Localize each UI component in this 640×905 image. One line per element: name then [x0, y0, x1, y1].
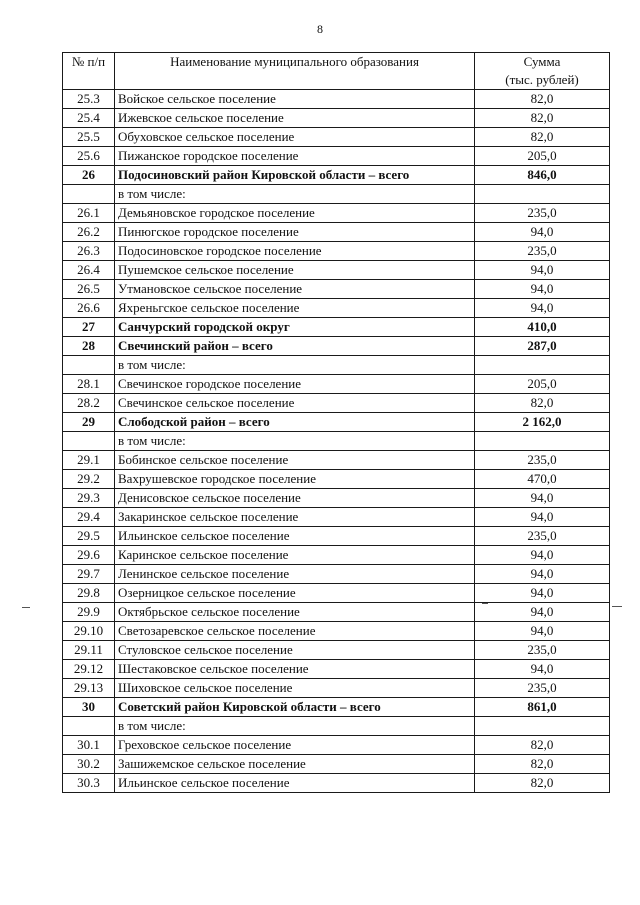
- row-number: 29.8: [63, 584, 115, 603]
- row-number: 25.6: [63, 147, 115, 166]
- row-number: 28.2: [63, 394, 115, 413]
- row-sum: 82,0: [475, 736, 610, 755]
- row-name: Санчурский городской округ: [115, 318, 475, 337]
- table-row: [63, 375, 610, 394]
- row-name: Шестаковское сельское поселение: [115, 660, 475, 679]
- row-name: Октябрьское сельское поселение: [115, 603, 475, 622]
- row-number: 29.13: [63, 679, 115, 698]
- row-number: 25.3: [63, 90, 115, 109]
- budget-table: [62, 52, 610, 793]
- row-number: [63, 356, 115, 375]
- row-number: 29: [63, 413, 115, 432]
- scan-mark-right: [612, 606, 622, 607]
- table-row: [63, 337, 610, 356]
- row-sum: 94,0: [475, 299, 610, 318]
- row-number: 26.5: [63, 280, 115, 299]
- row-number: 29.11: [63, 641, 115, 660]
- row-name: Войское сельское поселение: [115, 90, 475, 109]
- row-sum: 94,0: [475, 261, 610, 280]
- row-name: Стуловское сельское поселение: [115, 641, 475, 660]
- row-sum: 82,0: [475, 128, 610, 147]
- row-number: 30: [63, 698, 115, 717]
- row-number: 29.7: [63, 565, 115, 584]
- table-row: [63, 546, 610, 565]
- table-row: [63, 128, 610, 147]
- row-name: Советский район Кировской области – всего: [115, 698, 475, 717]
- table-row: [63, 508, 610, 527]
- row-number: 26.4: [63, 261, 115, 280]
- row-name: Обуховское сельское поселение: [115, 128, 475, 147]
- row-number: 26.2: [63, 223, 115, 242]
- row-sum: 94,0: [475, 584, 610, 603]
- row-number: 29.5: [63, 527, 115, 546]
- row-number: 26.3: [63, 242, 115, 261]
- row-number: 25.4: [63, 109, 115, 128]
- table-row: [63, 660, 610, 679]
- row-name: Закаринское сельское поселение: [115, 508, 475, 527]
- table-row: [63, 527, 610, 546]
- header-name: Наименование муниципального образования: [115, 53, 475, 90]
- scan-mark-inner: [482, 603, 488, 604]
- row-sum: [475, 356, 610, 375]
- table-row: [63, 299, 610, 318]
- row-name: Каринское сельское поселение: [115, 546, 475, 565]
- row-name: Вахрушевское городское поселение: [115, 470, 475, 489]
- row-sum: 846,0: [475, 166, 610, 185]
- row-number: [63, 717, 115, 736]
- row-number: 29.3: [63, 489, 115, 508]
- row-name: Зашижемское сельское поселение: [115, 755, 475, 774]
- row-number: 29.10: [63, 622, 115, 641]
- table-row: [63, 451, 610, 470]
- row-sum: 861,0: [475, 698, 610, 717]
- row-sum: 82,0: [475, 774, 610, 793]
- row-sum: 94,0: [475, 489, 610, 508]
- table-row: [63, 185, 610, 204]
- row-number: 29.4: [63, 508, 115, 527]
- row-sum: 94,0: [475, 546, 610, 565]
- row-sum: [475, 432, 610, 451]
- row-sum: [475, 717, 610, 736]
- row-number: [63, 432, 115, 451]
- row-sum: 287,0: [475, 337, 610, 356]
- row-sum: 235,0: [475, 242, 610, 261]
- row-sum: 2 162,0: [475, 413, 610, 432]
- row-sum: 235,0: [475, 527, 610, 546]
- row-sum: 82,0: [475, 755, 610, 774]
- table-row: [63, 242, 610, 261]
- table-row: [63, 698, 610, 717]
- row-sum: 94,0: [475, 280, 610, 299]
- row-number: 30.1: [63, 736, 115, 755]
- row-name: Утмановское сельское поселение: [115, 280, 475, 299]
- table-row: [63, 717, 610, 736]
- row-sum: 94,0: [475, 508, 610, 527]
- row-name: Подосиновский район Кировской области – всего: [115, 166, 475, 185]
- row-name: Денисовское сельское поселение: [115, 489, 475, 508]
- row-name: Ильинское сельское поселение: [115, 527, 475, 546]
- table-row: [63, 641, 610, 660]
- row-sum: 94,0: [475, 603, 610, 622]
- table-row: [63, 679, 610, 698]
- row-number: 29.6: [63, 546, 115, 565]
- row-name: Ильинское сельское поселение: [115, 774, 475, 793]
- table-row: [63, 736, 610, 755]
- row-sum: 235,0: [475, 204, 610, 223]
- row-name: Светозаревское сельское поселение: [115, 622, 475, 641]
- row-name: Шиховское сельское поселение: [115, 679, 475, 698]
- table-row: [63, 565, 610, 584]
- row-sum: 235,0: [475, 451, 610, 470]
- table-row: [63, 489, 610, 508]
- table-row: [63, 166, 610, 185]
- row-number: 26: [63, 166, 115, 185]
- table-row: [63, 280, 610, 299]
- row-name: в том числе:: [115, 432, 475, 451]
- page-number: 8: [317, 22, 323, 36]
- table-row: [63, 223, 610, 242]
- table-row: [63, 774, 610, 793]
- row-number: 30.3: [63, 774, 115, 793]
- row-sum: 94,0: [475, 565, 610, 584]
- row-name: Пинюгское городское поселение: [115, 223, 475, 242]
- row-sum: 470,0: [475, 470, 610, 489]
- row-number: 25.5: [63, 128, 115, 147]
- row-number: 29.12: [63, 660, 115, 679]
- row-number: 29.2: [63, 470, 115, 489]
- row-name: Греховское сельское поселение: [115, 736, 475, 755]
- row-number: 29.9: [63, 603, 115, 622]
- table-row: [63, 603, 610, 622]
- table-row: [63, 109, 610, 128]
- row-name: Свечинское городское поселение: [115, 375, 475, 394]
- row-sum: 82,0: [475, 90, 610, 109]
- row-sum: 235,0: [475, 641, 610, 660]
- header-sum-line1: Сумма: [523, 54, 561, 69]
- row-number: 28: [63, 337, 115, 356]
- row-sum: 205,0: [475, 147, 610, 166]
- row-name: Бобинское сельское поселение: [115, 451, 475, 470]
- row-name: Пушемское сельское поселение: [115, 261, 475, 280]
- table-row: [63, 413, 610, 432]
- row-name: Ижевское сельское поселение: [115, 109, 475, 128]
- row-number: 30.2: [63, 755, 115, 774]
- table-row: [63, 318, 610, 337]
- row-name: Демьяновское городское поселение: [115, 204, 475, 223]
- row-sum: 94,0: [475, 660, 610, 679]
- row-name: Подосиновское городское поселение: [115, 242, 475, 261]
- scan-mark-left: [22, 607, 30, 608]
- row-name: Свечинский район – всего: [115, 337, 475, 356]
- table-row: [63, 622, 610, 641]
- row-name: в том числе:: [115, 185, 475, 204]
- row-name: Ленинское сельское поселение: [115, 565, 475, 584]
- row-number: 27: [63, 318, 115, 337]
- row-sum: 205,0: [475, 375, 610, 394]
- row-sum: 82,0: [475, 109, 610, 128]
- row-sum: [475, 185, 610, 204]
- table-header-row: [63, 53, 610, 90]
- row-sum: 235,0: [475, 679, 610, 698]
- row-number: 29.1: [63, 451, 115, 470]
- table-row: [63, 755, 610, 774]
- table-row: [63, 432, 610, 451]
- table-body: [63, 90, 610, 793]
- row-name: Свечинское сельское поселение: [115, 394, 475, 413]
- row-name: Слободской район – всего: [115, 413, 475, 432]
- table-row: [63, 470, 610, 489]
- table-row: [63, 584, 610, 603]
- row-sum: 94,0: [475, 622, 610, 641]
- row-name: Яхреньгское сельское поселение: [115, 299, 475, 318]
- table-row: [63, 204, 610, 223]
- row-number: 28.1: [63, 375, 115, 394]
- table-row: [63, 261, 610, 280]
- table-row: [63, 394, 610, 413]
- row-number: 26.1: [63, 204, 115, 223]
- header-sum: [475, 53, 610, 90]
- table-row: [63, 147, 610, 166]
- row-name: в том числе:: [115, 717, 475, 736]
- row-name: в том числе:: [115, 356, 475, 375]
- row-sum: 94,0: [475, 223, 610, 242]
- header-number: № п/п: [63, 53, 115, 90]
- header-sum-line2: (тыс. рублей): [505, 72, 579, 87]
- table-row: [63, 356, 610, 375]
- row-sum: 410,0: [475, 318, 610, 337]
- row-name: Озерницкое сельское поселение: [115, 584, 475, 603]
- row-name: Пижанское городское поселение: [115, 147, 475, 166]
- row-number: 26.6: [63, 299, 115, 318]
- row-sum: 82,0: [475, 394, 610, 413]
- table-row: [63, 90, 610, 109]
- row-number: [63, 185, 115, 204]
